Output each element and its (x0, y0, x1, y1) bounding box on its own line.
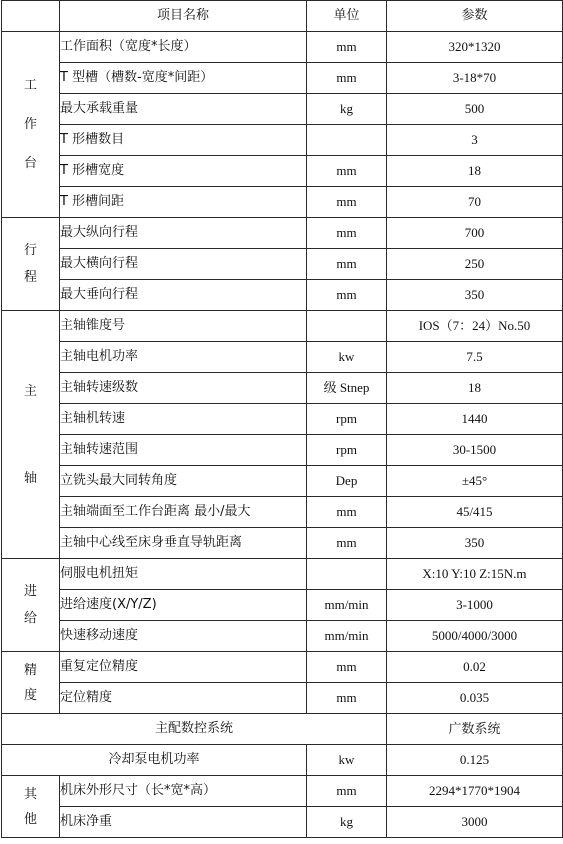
header-unit: 单位 (307, 1, 387, 32)
param-value: 7.5 (387, 342, 563, 373)
param-unit: mm (307, 497, 387, 528)
param-unit: mm (307, 280, 387, 311)
param-name: T 形槽数目 (60, 125, 307, 156)
header-row (2, 1, 563, 32)
cnc-system-label: 主配数控系统 (2, 714, 387, 745)
group-label-worktable (2, 32, 60, 218)
param-name: 最大横向行程 (60, 249, 307, 280)
table-row (2, 652, 563, 683)
param-name: 主轴转速级数 (60, 373, 307, 404)
param-name: 立铣头最大同转角度 (60, 466, 307, 497)
param-value: 0.125 (387, 745, 563, 776)
header-blank-cell (2, 1, 60, 32)
param-unit: kg (307, 807, 387, 838)
param-unit: mm (307, 683, 387, 714)
param-value: 0.035 (387, 683, 563, 714)
param-value: 250 (387, 249, 563, 280)
param-value: 45/415 (387, 497, 563, 528)
table-row (2, 435, 563, 466)
param-value: X:10 Y:10 Z:15N.m (387, 559, 563, 590)
group-label-char: 精 (23, 662, 37, 678)
param-name: 主轴锥度号 (60, 311, 307, 342)
param-unit: mm (307, 32, 387, 63)
group-label-char: 进 (23, 584, 37, 599)
param-value: 350 (387, 528, 563, 559)
param-name: 快速移动速度 (60, 621, 307, 652)
param-unit: kw (307, 745, 387, 776)
table-row (2, 311, 563, 342)
param-unit: mm (307, 528, 387, 559)
param-unit (307, 559, 387, 590)
table-row (2, 125, 563, 156)
param-name: 重复定位精度 (60, 652, 307, 683)
table-row (2, 683, 563, 714)
param-unit: rpm (307, 404, 387, 435)
param-name: 最大垂向行程 (60, 280, 307, 311)
param-unit: mm/min (307, 590, 387, 621)
cnc-system-value: 广数系统 (387, 714, 563, 745)
param-value: 350 (387, 280, 563, 311)
param-unit: kw (307, 342, 387, 373)
table-row (2, 590, 563, 621)
table-row (2, 528, 563, 559)
param-value: 3000 (387, 807, 563, 838)
param-name: 伺服电机扭矩 (60, 559, 307, 590)
param-name: 工作面积（宽度*长度） (60, 32, 307, 63)
param-name: T 形槽间距 (60, 187, 307, 218)
param-name: T 形槽宽度 (60, 156, 307, 187)
group-label-char: 工 (23, 78, 37, 93)
param-unit: mm (307, 187, 387, 218)
param-name: 最大承载重量 (60, 94, 307, 125)
group-label-precision (2, 652, 60, 714)
coolant-pump-label: 冷却泵电机功率 (2, 745, 307, 776)
param-unit: kg (307, 94, 387, 125)
header-value: 参数 (387, 1, 563, 32)
table-row (2, 63, 563, 94)
table-row (2, 342, 563, 373)
param-value: IOS（7：24）No.50 (387, 311, 563, 342)
group-label-other (2, 776, 60, 838)
group-label-char: 作 (23, 117, 37, 132)
table-row (2, 466, 563, 497)
table-row (2, 32, 563, 63)
param-value: 5000/4000/3000 (387, 621, 563, 652)
param-value: 3 (387, 125, 563, 156)
param-name: 机床净重 (60, 807, 307, 838)
table-row (2, 280, 563, 311)
param-value: 0.02 (387, 652, 563, 683)
table-row (2, 373, 563, 404)
group-label-spindle (2, 311, 60, 559)
group-label-char: 他 (23, 811, 37, 827)
param-name: T 型槽（槽数-宽度*间距） (60, 63, 307, 94)
param-value: 320*1320 (387, 32, 563, 63)
group-label-char: 轴 (23, 470, 37, 486)
param-name: 主轴中心线至床身垂直导轨距离 (60, 528, 307, 559)
param-unit: mm/min (307, 621, 387, 652)
param-name: 主轴转速范围 (60, 435, 307, 466)
param-unit: mm (307, 63, 387, 94)
param-name: 主轴电机功率 (60, 342, 307, 373)
param-value: 70 (387, 187, 563, 218)
table-row (2, 776, 563, 807)
param-unit: mm (307, 156, 387, 187)
param-value: 1440 (387, 404, 563, 435)
table-row (2, 187, 563, 218)
group-label-feed (2, 559, 60, 652)
param-name: 主轴机转速 (60, 404, 307, 435)
param-unit: mm (307, 218, 387, 249)
table-row-coolant (2, 745, 563, 776)
param-value: 3-1000 (387, 590, 563, 621)
group-label-char: 程 (23, 270, 37, 285)
param-value: 2294*1770*1904 (387, 776, 563, 807)
param-unit (307, 125, 387, 156)
table-row (2, 807, 563, 838)
param-unit (307, 311, 387, 342)
param-value: 30-1500 (387, 435, 563, 466)
param-name: 主轴端面至工作台距离 最小/最大 (60, 497, 307, 528)
param-name: 最大纵向行程 (60, 218, 307, 249)
param-name: 进给速度(X/Y/Z) (60, 590, 307, 621)
group-label-travel (2, 218, 60, 311)
param-value: 18 (387, 373, 563, 404)
group-label-char: 台 (23, 156, 37, 171)
param-unit: mm (307, 652, 387, 683)
param-value: 500 (387, 94, 563, 125)
param-value: ±45° (387, 466, 563, 497)
table-row (2, 218, 563, 249)
group-label-char: 主 (23, 383, 37, 399)
table-row (2, 94, 563, 125)
table-row (2, 156, 563, 187)
table-row (2, 621, 563, 652)
param-unit: rpm (307, 435, 387, 466)
table-row (2, 497, 563, 528)
table-row (2, 249, 563, 280)
param-value: 18 (387, 156, 563, 187)
param-unit: 级 Stnep (307, 373, 387, 404)
header-name: 项目名称 (60, 1, 307, 32)
spec-table (1, 0, 563, 838)
param-name: 机床外形尺寸（长*宽*高） (60, 776, 307, 807)
param-unit: mm (307, 776, 387, 807)
param-unit: mm (307, 249, 387, 280)
group-label-char: 度 (23, 687, 37, 703)
table-row-cnc (2, 714, 563, 745)
group-label-char: 其 (23, 786, 37, 802)
table-row (2, 559, 563, 590)
param-value: 700 (387, 218, 563, 249)
group-label-char: 行 (23, 243, 37, 258)
param-unit: Dep (307, 466, 387, 497)
group-label-char: 给 (23, 611, 37, 626)
table-row (2, 404, 563, 435)
param-name: 定位精度 (60, 683, 307, 714)
param-value: 3-18*70 (387, 63, 563, 94)
